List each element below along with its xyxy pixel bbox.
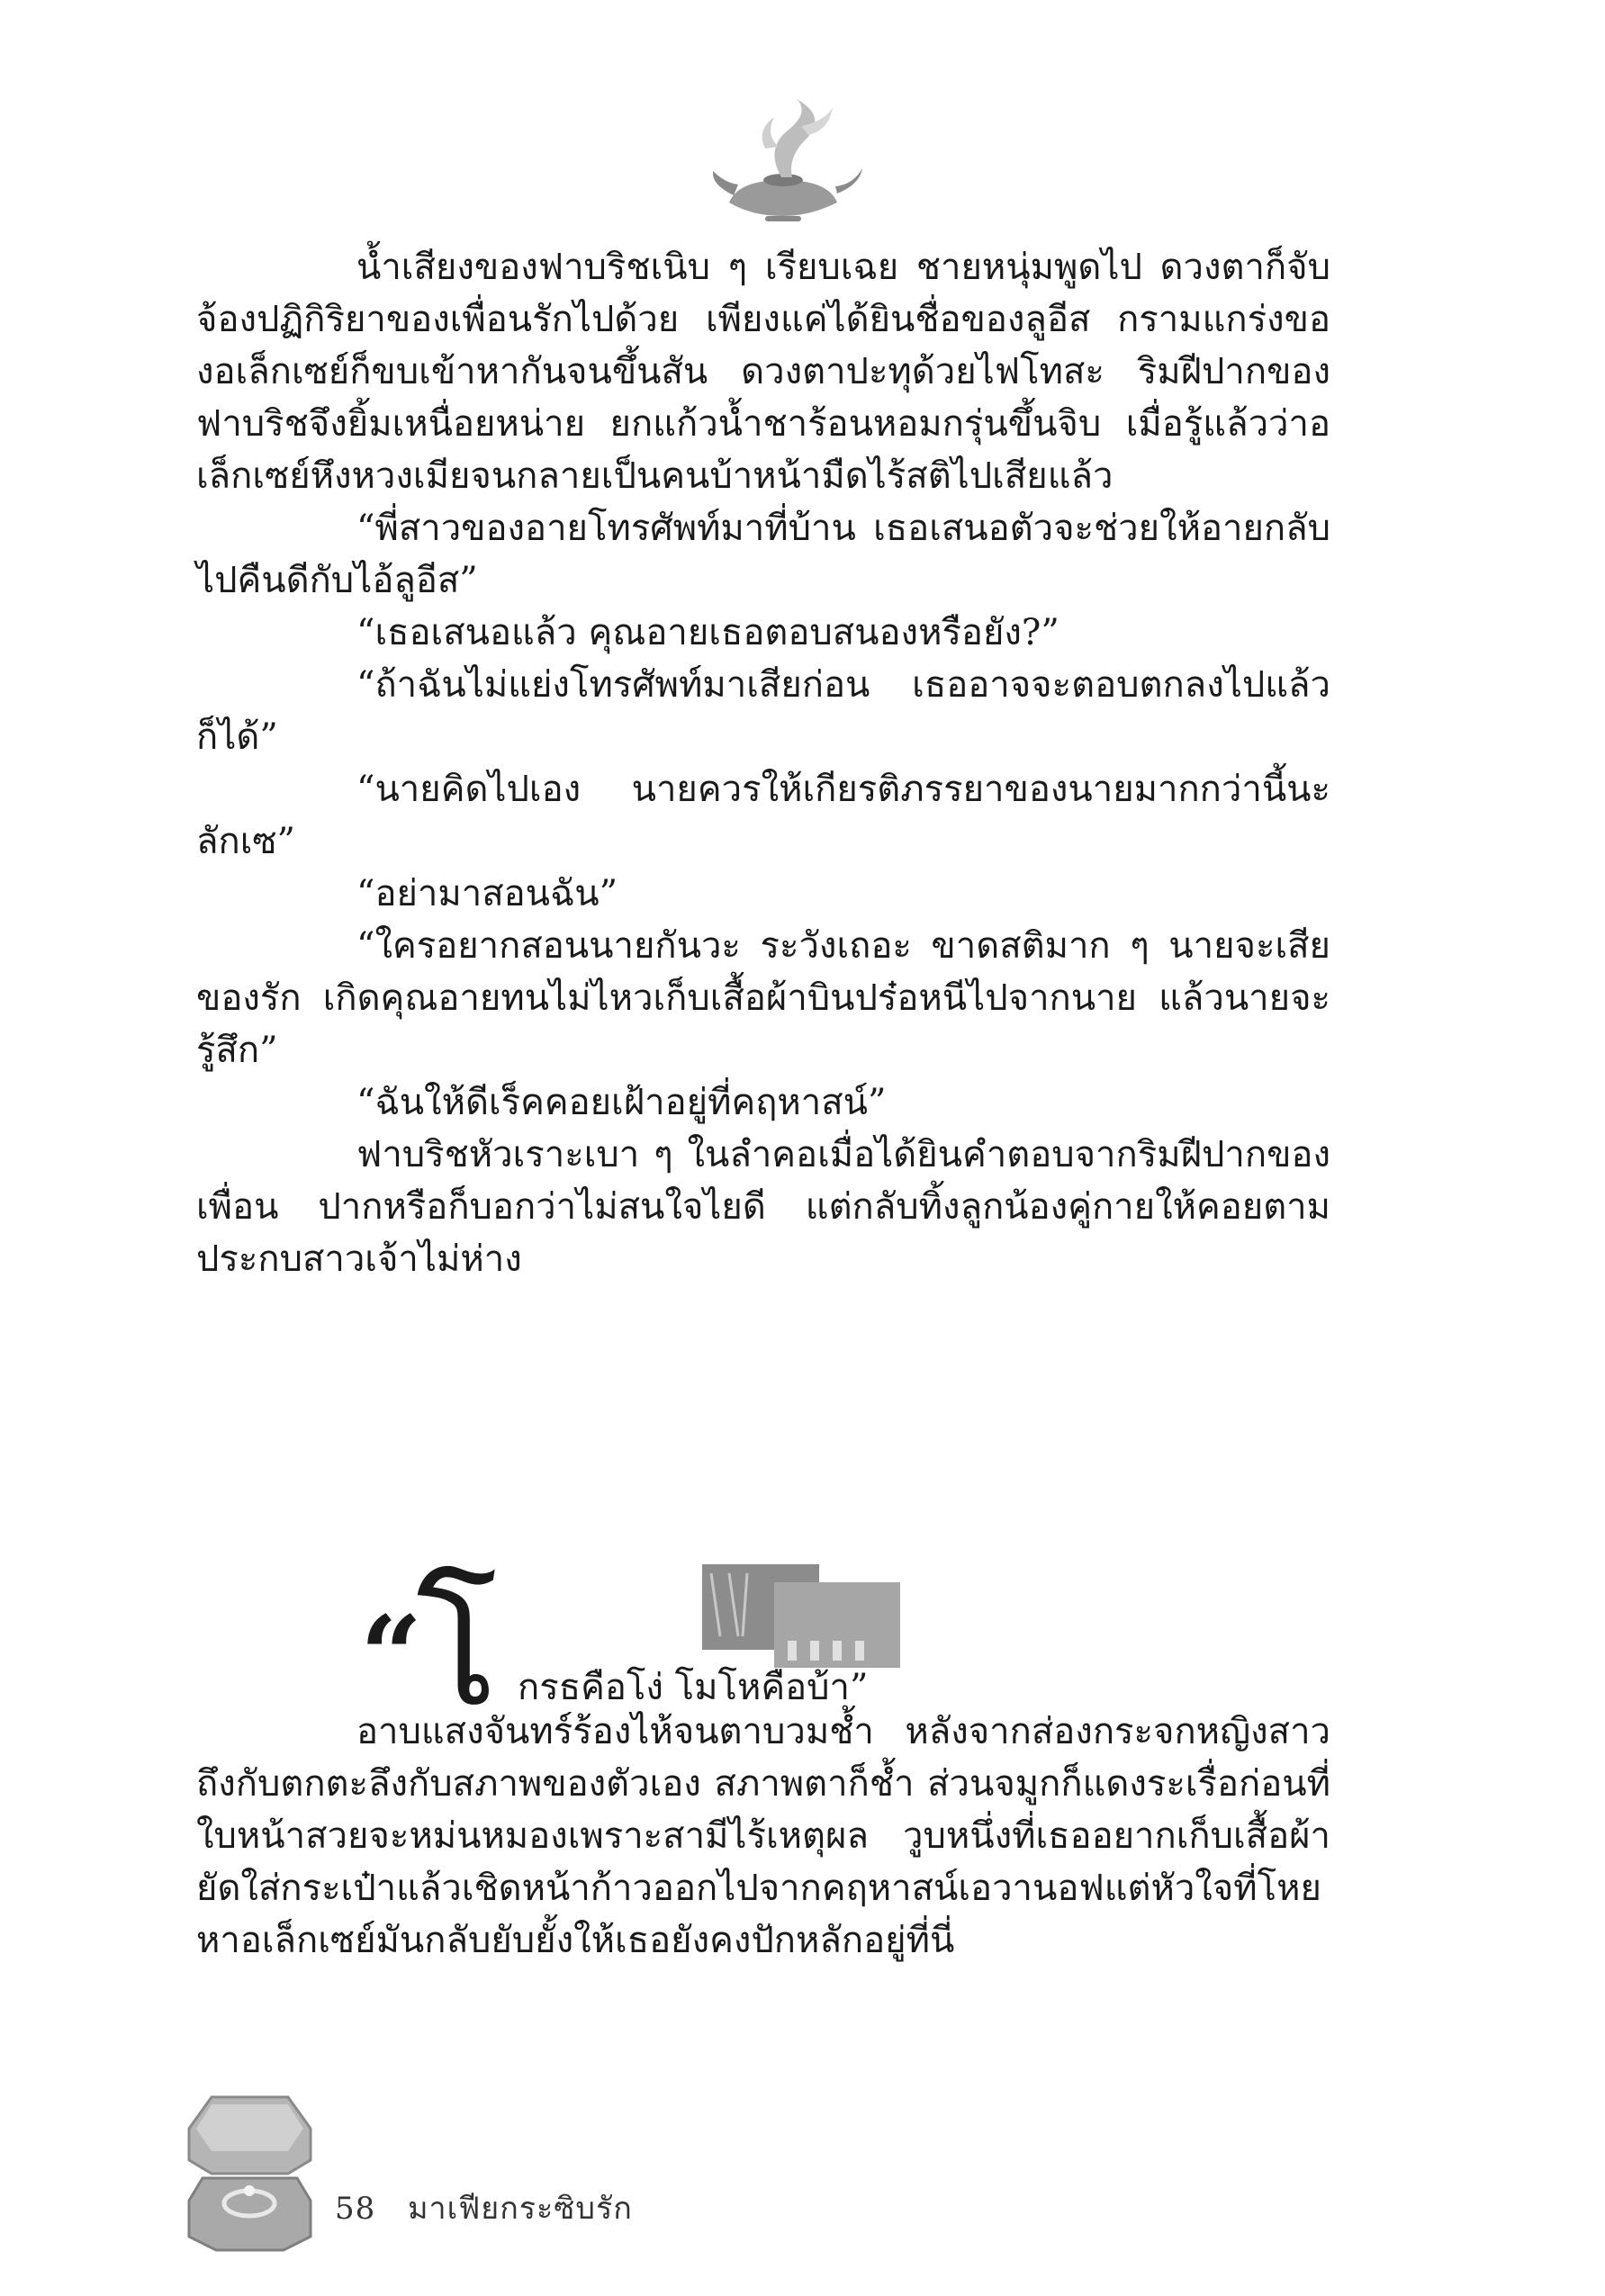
book-title: มาเฟียกระซิบรัก [408, 2191, 633, 2227]
paragraph: น้ำเสียงของฟาบริชเนิบ ๆ เรียบเฉย ชายหนุ่มพูดไป ดวงตาก็จับจ้องปฏิกิริยาของเพื่อนรักไปด้วย เพียงแค่ได้ยินชื่อของลูอีส กรามแกร่งของอเล็กเซย์ก็ขบเข้าหากันจนขึ้นสัน ดวงตาปะทุด้วยไฟโทสะ ริมฝีปากของฟาบริชจึงยิ้มเหนื่อยหน่าย ยกแก้วน้ำชาร้อนหอมกรุ่นขึ้นจิบ เมื่อรู้แล้วว่าอเล็กเซย์หึงหวงเมียจนกลายเป็นคนบ้าหน้ามืดไร้สติไปเสียแล้ว [196, 247, 1330, 497]
ring-box-ornament-icon [185, 2088, 315, 2255]
paragraph: “ถ้าฉันไม่แย่งโทรศัพท์มาเสียก่อน เธออาจจะตอบตกลงไปแล้วก็ได้” [196, 664, 1330, 758]
opening-quote-mark: “ [360, 1592, 423, 1719]
paragraph: “เธอเสนอแล้ว คุณอายเธอตอบสนองหรือยัง?” [356, 612, 1059, 653]
drop-cap: โ [416, 1562, 499, 1741]
text-column-bottom [196, 1706, 1330, 1967]
paragraph: “อย่ามาสอนฉัน” [356, 873, 618, 914]
page-number: 58 [335, 2191, 376, 2227]
paragraph: ฟาบริชหัวเราะเบา ๆ ในลำคอเมื่อได้ยินคำตอบจากริมฝีปากของเพื่อน ปากหรือก็บอกว่าไม่สนใจไยดี แต่กลับทิ้งลูกน้องคู่กายให้คอยตามประกบสาวเจ้าไม่ห่าง [196, 1134, 1330, 1280]
paragraph: “ใครอยากสอนนายกันวะ ระวังเถอะ ขาดสติมาก ๆ นายจะเสียของรัก เกิดคุณอายทนไม่ไหวเก็บเสื้อผ้าบินปร๋อหนีไปจากนาย แล้วนายจะรู้สึก” [196, 925, 1330, 1071]
paragraph: “ฉันให้ดีเร็คคอยเฝ้าอยู่ที่คฤหาสน์” [356, 1082, 887, 1123]
page-footer [335, 2183, 633, 2232]
paragraph: “นายคิดไปเอง นายควรให้เกียรติภรรยาของนายมากกว่านี้นะลักเซ” [196, 769, 1330, 862]
magic-lamp-ornament-icon [702, 95, 864, 230]
text-column-top [196, 241, 1330, 1285]
section-opener [360, 1562, 1170, 1741]
opener-text: กรธคือโง่ โมโหคือบ้า” [518, 1667, 869, 1708]
paragraph: “พี่สาวของอายโทรศัพท์มาที่บ้าน เธอเสนอตัวจะช่วยให้อายกลับไปคืนดีกับไอ้ลูอีส” [196, 508, 1330, 601]
paragraph: อาบแสงจันทร์ร้องไห้จนตาบวมช้ำ หลังจากส่องกระจกหญิงสาวถึงกับตกตะลึงกับสภาพของตัวเอง สภาพตาก็ช้ำ ส่วนจมูกก็แดงระเรื่อก่อนที่ใบหน้าสวยจะหม่นหมองเพราะสามีไร้เหตุผล วูบหนึ่งที่เธออยากเก็บเสื้อผ้ายัดใส่กระเป๋าแล้วเชิดหน้าก้าวออกไปจากคฤหาสน์เอวานอฟแต่หัวใจที่โหยหาอเล็กเซย์มันกลับยับยั้งให้เธอยังคงปักหลักอยู่ที่นี่ [196, 1711, 1330, 1961]
